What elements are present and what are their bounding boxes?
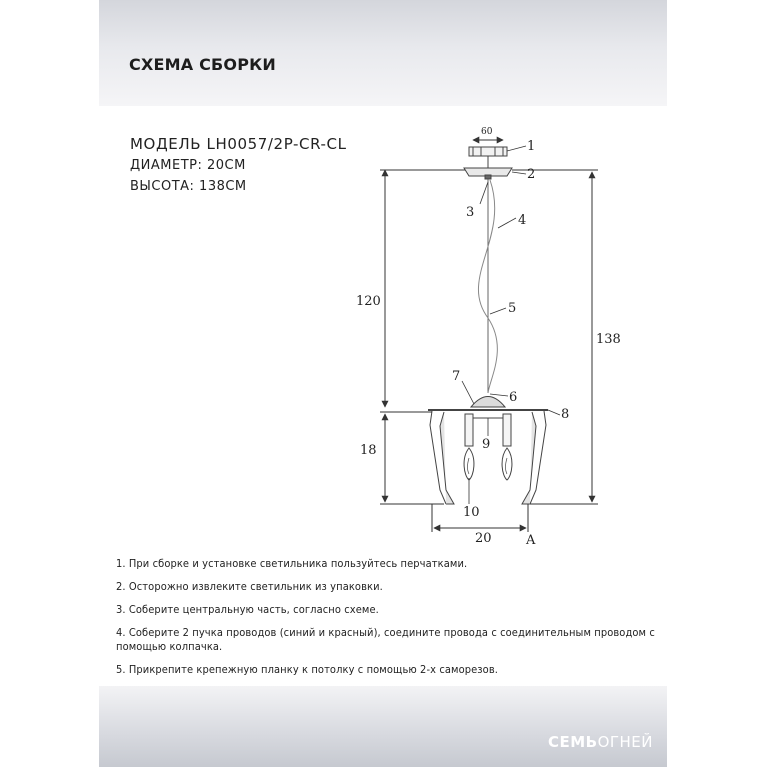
- cable-and-wire: [478, 179, 497, 393]
- footer-band: [99, 686, 667, 767]
- callout-9: 9: [482, 437, 491, 452]
- callout-8: 8: [561, 407, 570, 422]
- callout-2: 2: [527, 167, 536, 182]
- dim-total-height: 138: [596, 332, 621, 347]
- instruction-item: 3. Соберите центральную часть, согласно схеме.: [116, 603, 379, 616]
- callout-6: 6: [509, 390, 518, 405]
- assembly-diagram: [340, 118, 640, 550]
- spec-height: ВЫСОТА: 138СМ: [130, 179, 247, 194]
- dimension-lines: [380, 140, 598, 532]
- dim-shade-width: 20: [475, 531, 492, 546]
- spec-block: [130, 133, 347, 197]
- canopy: [464, 147, 512, 179]
- callout-leaders: [462, 146, 560, 504]
- dim-top-width: 60: [481, 127, 493, 137]
- header-band: [99, 0, 667, 106]
- callout-5: 5: [508, 301, 517, 316]
- callout-4: 4: [518, 213, 527, 228]
- brand-logo: [548, 733, 653, 751]
- brand-light: ОГНЕЙ: [597, 733, 653, 751]
- instruction-item: 5. Прикрепите крепежную планку к потолку с помощью 2-х саморезов.: [116, 663, 499, 676]
- callout-10: 10: [463, 505, 480, 520]
- instruction-item: 1. При сборке и установке светильника пользуйтесь перчатками.: [116, 557, 468, 570]
- marker-a: A: [526, 533, 536, 548]
- callout-7: 7: [452, 369, 461, 384]
- page-title: СХЕМА СБОРКИ: [129, 55, 277, 74]
- spec-model: МОДЕЛЬ LH0057/2P-CR-CL: [130, 135, 347, 153]
- instruction-item: 2. Осторожно извлеките светильник из упаковки.: [116, 580, 383, 593]
- dim-shade-height: 18: [360, 443, 377, 458]
- brand-bold: СЕМЬ: [547, 733, 598, 751]
- spec-diameter: ДИАМЕТР: 20СМ: [130, 158, 246, 173]
- dim-cable-length: 120: [356, 294, 381, 309]
- callout-numbers: [452, 139, 569, 520]
- instruction-item: 4. Соберите 2 пучка проводов (синий и красный), соедините провода с соединительным проводом с помощью колпачка.: [116, 626, 655, 653]
- callout-3: 3: [466, 205, 475, 220]
- callout-1: 1: [527, 139, 536, 154]
